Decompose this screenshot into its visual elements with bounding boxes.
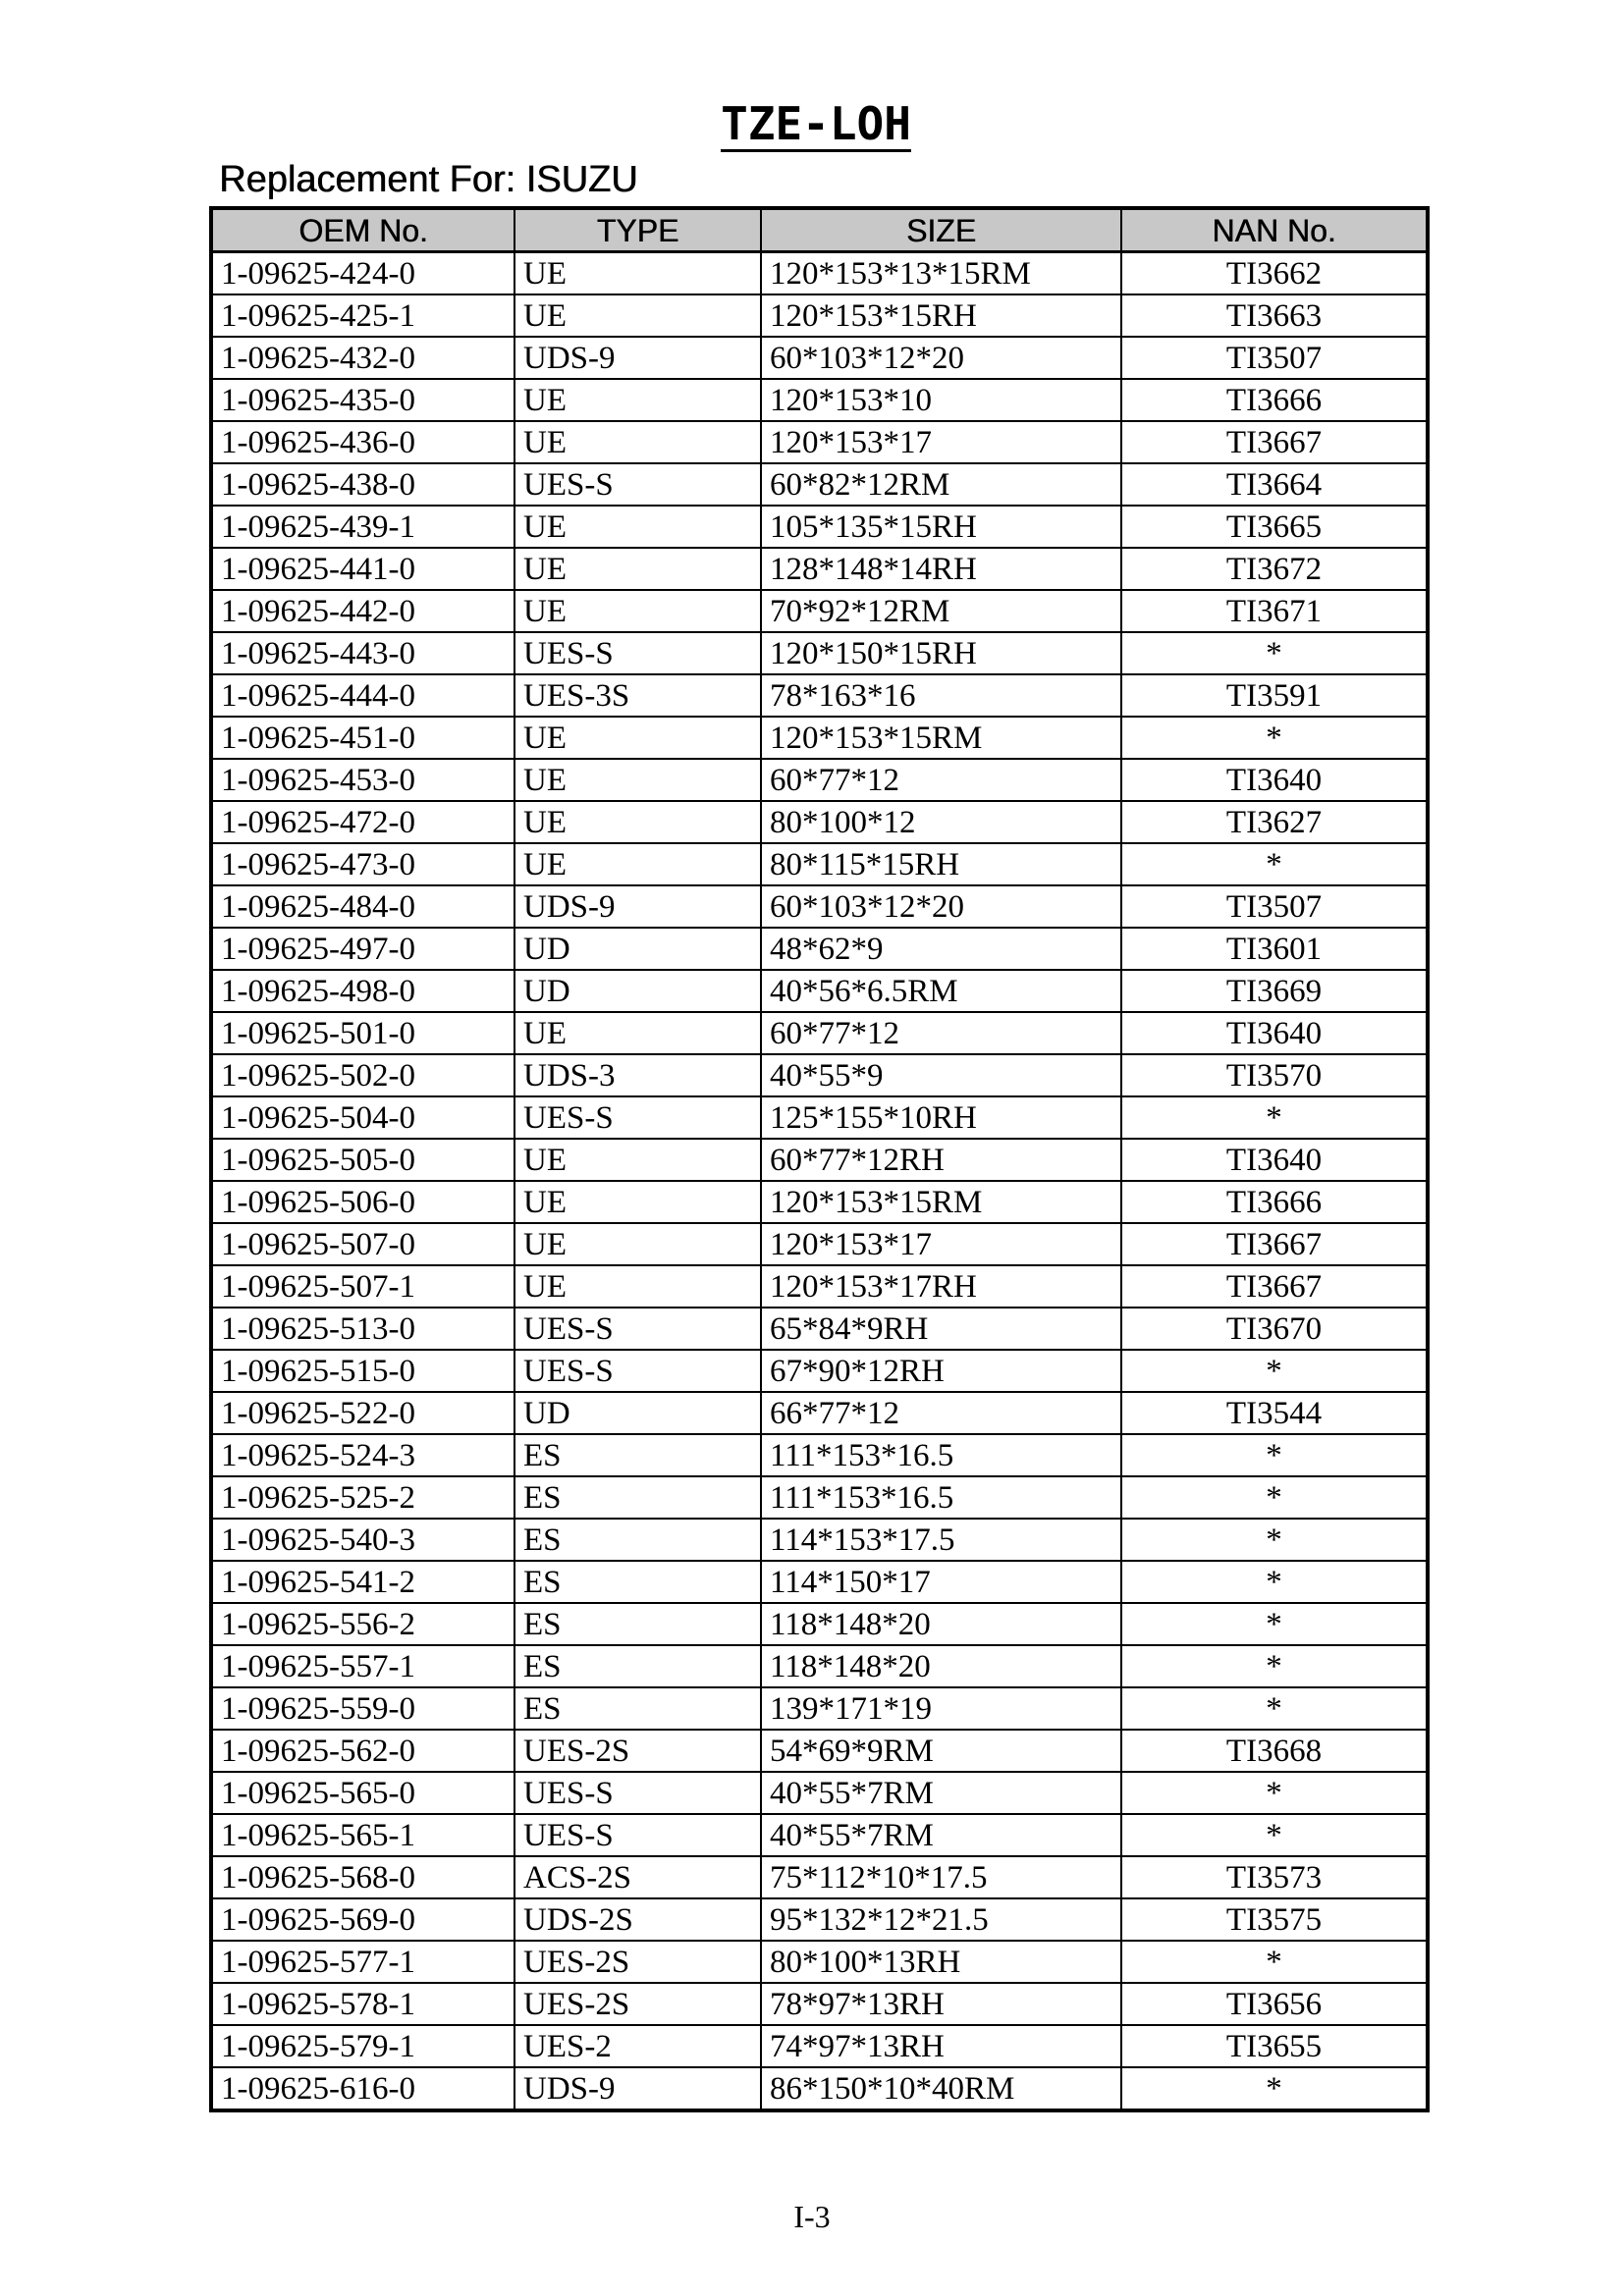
table-header-row	[211, 208, 1428, 252]
type-cell: UD	[514, 970, 761, 1012]
type-cell: ES	[514, 1476, 761, 1519]
type-cell: UE	[514, 1181, 761, 1223]
oem-no-cell: 1-09625-556-2	[211, 1603, 514, 1645]
nan-no-cell: TI3667	[1121, 1223, 1428, 1265]
size-cell: 66*77*12	[761, 1392, 1121, 1434]
nan-no-cell: *	[1121, 1645, 1428, 1687]
size-cell: 48*62*9	[761, 928, 1121, 970]
nan-no-cell: *	[1121, 843, 1428, 885]
nan-no-cell: TI3670	[1121, 1308, 1428, 1350]
type-cell: UE	[514, 1265, 761, 1308]
type-cell: UE	[514, 252, 761, 295]
table-row	[211, 1139, 1428, 1181]
type-cell: UES-S	[514, 463, 761, 506]
table-row	[211, 1603, 1428, 1645]
table-row	[211, 1181, 1428, 1223]
size-cell: 120*153*10	[761, 379, 1121, 421]
table-row	[211, 1265, 1428, 1308]
oem-no-cell: 1-09625-441-0	[211, 548, 514, 590]
nan-no-cell: TI3666	[1121, 379, 1428, 421]
nan-no-cell: TI3655	[1121, 2025, 1428, 2067]
type-cell: UES-3S	[514, 674, 761, 717]
table-row	[211, 379, 1428, 421]
oem-no-cell: 1-09625-569-0	[211, 1898, 514, 1941]
type-cell: UE	[514, 590, 761, 632]
type-cell: UES-2	[514, 2025, 761, 2067]
nan-no-cell: *	[1121, 1434, 1428, 1476]
nan-no-cell: TI3662	[1121, 252, 1428, 295]
size-cell: 120*153*15RH	[761, 294, 1121, 337]
nan-no-cell: TI3665	[1121, 506, 1428, 548]
size-cell: 60*77*12RH	[761, 1139, 1121, 1181]
type-cell: UE	[514, 717, 761, 759]
nan-no-cell: *	[1121, 1687, 1428, 1730]
nan-no-cell: *	[1121, 1096, 1428, 1139]
nan-no-cell: TI3591	[1121, 674, 1428, 717]
type-cell: UE	[514, 1223, 761, 1265]
size-cell: 111*153*16.5	[761, 1476, 1121, 1519]
size-cell: 78*163*16	[761, 674, 1121, 717]
type-cell: UES-S	[514, 632, 761, 674]
nan-no-cell: TI3671	[1121, 590, 1428, 632]
table-row	[211, 1096, 1428, 1139]
column-header-type: TYPE	[514, 208, 761, 252]
oem-no-cell: 1-09625-472-0	[211, 801, 514, 843]
oem-no-cell: 1-09625-432-0	[211, 337, 514, 379]
table-row	[211, 1687, 1428, 1730]
type-cell: UE	[514, 759, 761, 801]
oem-no-cell: 1-09625-557-1	[211, 1645, 514, 1687]
table-row	[211, 1772, 1428, 1814]
type-cell: UD	[514, 1392, 761, 1434]
table-row	[211, 1983, 1428, 2025]
table-row	[211, 1223, 1428, 1265]
type-cell: ES	[514, 1687, 761, 1730]
table-row	[211, 1730, 1428, 1772]
size-cell: 40*55*7RM	[761, 1772, 1121, 1814]
type-cell: UDS-2S	[514, 1898, 761, 1941]
oem-no-cell: 1-09625-525-2	[211, 1476, 514, 1519]
table-row	[211, 928, 1428, 970]
size-cell: 60*103*12*20	[761, 337, 1121, 379]
nan-no-cell: *	[1121, 717, 1428, 759]
nan-no-cell: TI3663	[1121, 294, 1428, 337]
table-row	[211, 801, 1428, 843]
nan-no-cell: *	[1121, 1941, 1428, 1983]
nan-no-cell: TI3667	[1121, 1265, 1428, 1308]
size-cell: 80*100*12	[761, 801, 1121, 843]
type-cell: ES	[514, 1519, 761, 1561]
nan-no-cell: *	[1121, 2067, 1428, 2110]
type-cell: ES	[514, 1645, 761, 1687]
oem-no-cell: 1-09625-443-0	[211, 632, 514, 674]
oem-no-cell: 1-09625-438-0	[211, 463, 514, 506]
table-row	[211, 590, 1428, 632]
nan-no-cell: *	[1121, 1476, 1428, 1519]
nan-no-cell: TI3640	[1121, 759, 1428, 801]
oem-no-cell: 1-09625-507-1	[211, 1265, 514, 1308]
oem-no-cell: 1-09625-506-0	[211, 1181, 514, 1223]
table-row	[211, 970, 1428, 1012]
oem-no-cell: 1-09625-515-0	[211, 1350, 514, 1392]
type-cell: ACS-2S	[514, 1856, 761, 1898]
size-cell: 40*55*9	[761, 1054, 1121, 1096]
size-cell: 40*56*6.5RM	[761, 970, 1121, 1012]
oem-no-cell: 1-09625-442-0	[211, 590, 514, 632]
type-cell: UE	[514, 1012, 761, 1054]
table-row	[211, 885, 1428, 928]
oem-no-cell: 1-09625-501-0	[211, 1012, 514, 1054]
nan-no-cell: *	[1121, 1772, 1428, 1814]
type-cell: UES-S	[514, 1814, 761, 1856]
size-cell: 120*150*15RH	[761, 632, 1121, 674]
size-cell: 75*112*10*17.5	[761, 1856, 1121, 1898]
table-row	[211, 1434, 1428, 1476]
table-row	[211, 1898, 1428, 1941]
nan-no-cell: TI3672	[1121, 548, 1428, 590]
table-row	[211, 1519, 1428, 1561]
table-row	[211, 421, 1428, 463]
table-row	[211, 1645, 1428, 1687]
nan-no-cell: TI3640	[1121, 1139, 1428, 1181]
size-cell: 74*97*13RH	[761, 2025, 1121, 2067]
nan-no-cell: TI3507	[1121, 337, 1428, 379]
oem-no-cell: 1-09625-507-0	[211, 1223, 514, 1265]
oem-no-cell: 1-09625-562-0	[211, 1730, 514, 1772]
type-cell: UDS-9	[514, 2067, 761, 2110]
table-row	[211, 759, 1428, 801]
type-cell: UDS-9	[514, 337, 761, 379]
size-cell: 105*135*15RH	[761, 506, 1121, 548]
table-row	[211, 294, 1428, 337]
type-cell: UE	[514, 421, 761, 463]
size-cell: 120*153*13*15RM	[761, 252, 1121, 295]
type-cell: UE	[514, 843, 761, 885]
nan-no-cell: TI3627	[1121, 801, 1428, 843]
page-title-text: TZE-LOH	[721, 97, 911, 150]
replacement-table	[209, 206, 1430, 2112]
size-cell: 118*148*20	[761, 1603, 1121, 1645]
size-cell: 60*77*12	[761, 1012, 1121, 1054]
nan-no-cell: TI3573	[1121, 1856, 1428, 1898]
type-cell: UES-2S	[514, 1730, 761, 1772]
size-cell: 65*84*9RH	[761, 1308, 1121, 1350]
size-cell: 67*90*12RH	[761, 1350, 1121, 1392]
nan-no-cell: TI3544	[1121, 1392, 1428, 1434]
table-row	[211, 1350, 1428, 1392]
nan-no-cell: TI3507	[1121, 885, 1428, 928]
type-cell: UE	[514, 506, 761, 548]
size-cell: 120*153*15RM	[761, 1181, 1121, 1223]
size-cell: 120*153*15RM	[761, 717, 1121, 759]
size-cell: 114*150*17	[761, 1561, 1121, 1603]
size-cell: 128*148*14RH	[761, 548, 1121, 590]
oem-no-cell: 1-09625-616-0	[211, 2067, 514, 2110]
table-row	[211, 2025, 1428, 2067]
page-title	[0, 96, 1624, 152]
table-row	[211, 1392, 1428, 1434]
oem-no-cell: 1-09625-484-0	[211, 885, 514, 928]
oem-no-cell: 1-09625-565-0	[211, 1772, 514, 1814]
nan-no-cell: *	[1121, 1519, 1428, 1561]
size-cell: 60*77*12	[761, 759, 1121, 801]
oem-no-cell: 1-09625-498-0	[211, 970, 514, 1012]
size-cell: 78*97*13RH	[761, 1983, 1121, 2025]
oem-no-cell: 1-09625-559-0	[211, 1687, 514, 1730]
nan-no-cell: *	[1121, 1603, 1428, 1645]
table-row	[211, 674, 1428, 717]
type-cell: UES-S	[514, 1772, 761, 1814]
size-cell: 80*115*15RH	[761, 843, 1121, 885]
nan-no-cell: *	[1121, 1561, 1428, 1603]
size-cell: 40*55*7RM	[761, 1814, 1121, 1856]
nan-no-cell: *	[1121, 632, 1428, 674]
size-cell: 60*82*12RM	[761, 463, 1121, 506]
table-row	[211, 843, 1428, 885]
nan-no-cell: TI3664	[1121, 463, 1428, 506]
oem-no-cell: 1-09625-439-1	[211, 506, 514, 548]
oem-no-cell: 1-09625-540-3	[211, 1519, 514, 1561]
size-cell: 80*100*13RH	[761, 1941, 1121, 1983]
table-row	[211, 1814, 1428, 1856]
type-cell: UES-2S	[514, 1941, 761, 1983]
size-cell: 54*69*9RM	[761, 1730, 1121, 1772]
table-row	[211, 1941, 1428, 1983]
nan-no-cell: TI3656	[1121, 1983, 1428, 2025]
size-cell: 114*153*17.5	[761, 1519, 1121, 1561]
oem-no-cell: 1-09625-513-0	[211, 1308, 514, 1350]
table-row	[211, 1476, 1428, 1519]
nan-no-cell: *	[1121, 1350, 1428, 1392]
replacement-subtitle: Replacement For: ISUZU	[219, 159, 638, 200]
oem-no-cell: 1-09625-578-1	[211, 1983, 514, 2025]
table-row	[211, 2067, 1428, 2110]
oem-no-cell: 1-09625-565-1	[211, 1814, 514, 1856]
size-cell: 125*155*10RH	[761, 1096, 1121, 1139]
nan-no-cell: TI3668	[1121, 1730, 1428, 1772]
type-cell: UES-2S	[514, 1983, 761, 2025]
nan-no-cell: TI3669	[1121, 970, 1428, 1012]
oem-no-cell: 1-09625-473-0	[211, 843, 514, 885]
column-header-nan-no: NAN No.	[1121, 208, 1428, 252]
oem-no-cell: 1-09625-444-0	[211, 674, 514, 717]
table-row	[211, 1012, 1428, 1054]
table-body	[211, 252, 1428, 2111]
size-cell: 95*132*12*21.5	[761, 1898, 1121, 1941]
size-cell: 118*148*20	[761, 1645, 1121, 1687]
oem-no-cell: 1-09625-451-0	[211, 717, 514, 759]
type-cell: UE	[514, 1139, 761, 1181]
type-cell: UE	[514, 548, 761, 590]
oem-no-cell: 1-09625-435-0	[211, 379, 514, 421]
size-cell: 120*153*17RH	[761, 1265, 1121, 1308]
table-row	[211, 548, 1428, 590]
type-cell: UES-S	[514, 1308, 761, 1350]
oem-no-cell: 1-09625-436-0	[211, 421, 514, 463]
nan-no-cell: TI3667	[1121, 421, 1428, 463]
nan-no-cell: TI3666	[1121, 1181, 1428, 1223]
column-header-oem-no: OEM No.	[211, 208, 514, 252]
table-row	[211, 1054, 1428, 1096]
size-cell: 139*171*19	[761, 1687, 1121, 1730]
nan-no-cell: TI3575	[1121, 1898, 1428, 1941]
type-cell: UE	[514, 801, 761, 843]
page-number: I-3	[793, 2199, 831, 2234]
oem-no-cell: 1-09625-424-0	[211, 252, 514, 295]
type-cell: ES	[514, 1603, 761, 1645]
size-cell: 86*150*10*40RM	[761, 2067, 1121, 2110]
type-cell: UES-S	[514, 1096, 761, 1139]
column-header-size: SIZE	[761, 208, 1121, 252]
oem-no-cell: 1-09625-568-0	[211, 1856, 514, 1898]
table-row	[211, 463, 1428, 506]
table-row	[211, 337, 1428, 379]
oem-no-cell: 1-09625-425-1	[211, 294, 514, 337]
nan-no-cell: TI3570	[1121, 1054, 1428, 1096]
oem-no-cell: 1-09625-524-3	[211, 1434, 514, 1476]
type-cell: UD	[514, 928, 761, 970]
size-cell: 70*92*12RM	[761, 590, 1121, 632]
oem-no-cell: 1-09625-453-0	[211, 759, 514, 801]
nan-no-cell: TI3601	[1121, 928, 1428, 970]
table-row	[211, 1561, 1428, 1603]
size-cell: 60*103*12*20	[761, 885, 1121, 928]
type-cell: UDS-3	[514, 1054, 761, 1096]
table-row	[211, 1308, 1428, 1350]
oem-no-cell: 1-09625-579-1	[211, 2025, 514, 2067]
nan-no-cell: *	[1121, 1814, 1428, 1856]
table-row	[211, 1856, 1428, 1898]
nan-no-cell: TI3640	[1121, 1012, 1428, 1054]
table-row	[211, 252, 1428, 295]
size-cell: 120*153*17	[761, 421, 1121, 463]
type-cell: UES-S	[514, 1350, 761, 1392]
type-cell: ES	[514, 1434, 761, 1476]
oem-no-cell: 1-09625-577-1	[211, 1941, 514, 1983]
oem-no-cell: 1-09625-504-0	[211, 1096, 514, 1139]
size-cell: 111*153*16.5	[761, 1434, 1121, 1476]
type-cell: UE	[514, 294, 761, 337]
table-row	[211, 632, 1428, 674]
oem-no-cell: 1-09625-505-0	[211, 1139, 514, 1181]
oem-no-cell: 1-09625-522-0	[211, 1392, 514, 1434]
oem-no-cell: 1-09625-502-0	[211, 1054, 514, 1096]
table-row	[211, 717, 1428, 759]
type-cell: UE	[514, 379, 761, 421]
table-row	[211, 506, 1428, 548]
size-cell: 120*153*17	[761, 1223, 1121, 1265]
type-cell: ES	[514, 1561, 761, 1603]
oem-no-cell: 1-09625-541-2	[211, 1561, 514, 1603]
oem-no-cell: 1-09625-497-0	[211, 928, 514, 970]
type-cell: UDS-9	[514, 885, 761, 928]
